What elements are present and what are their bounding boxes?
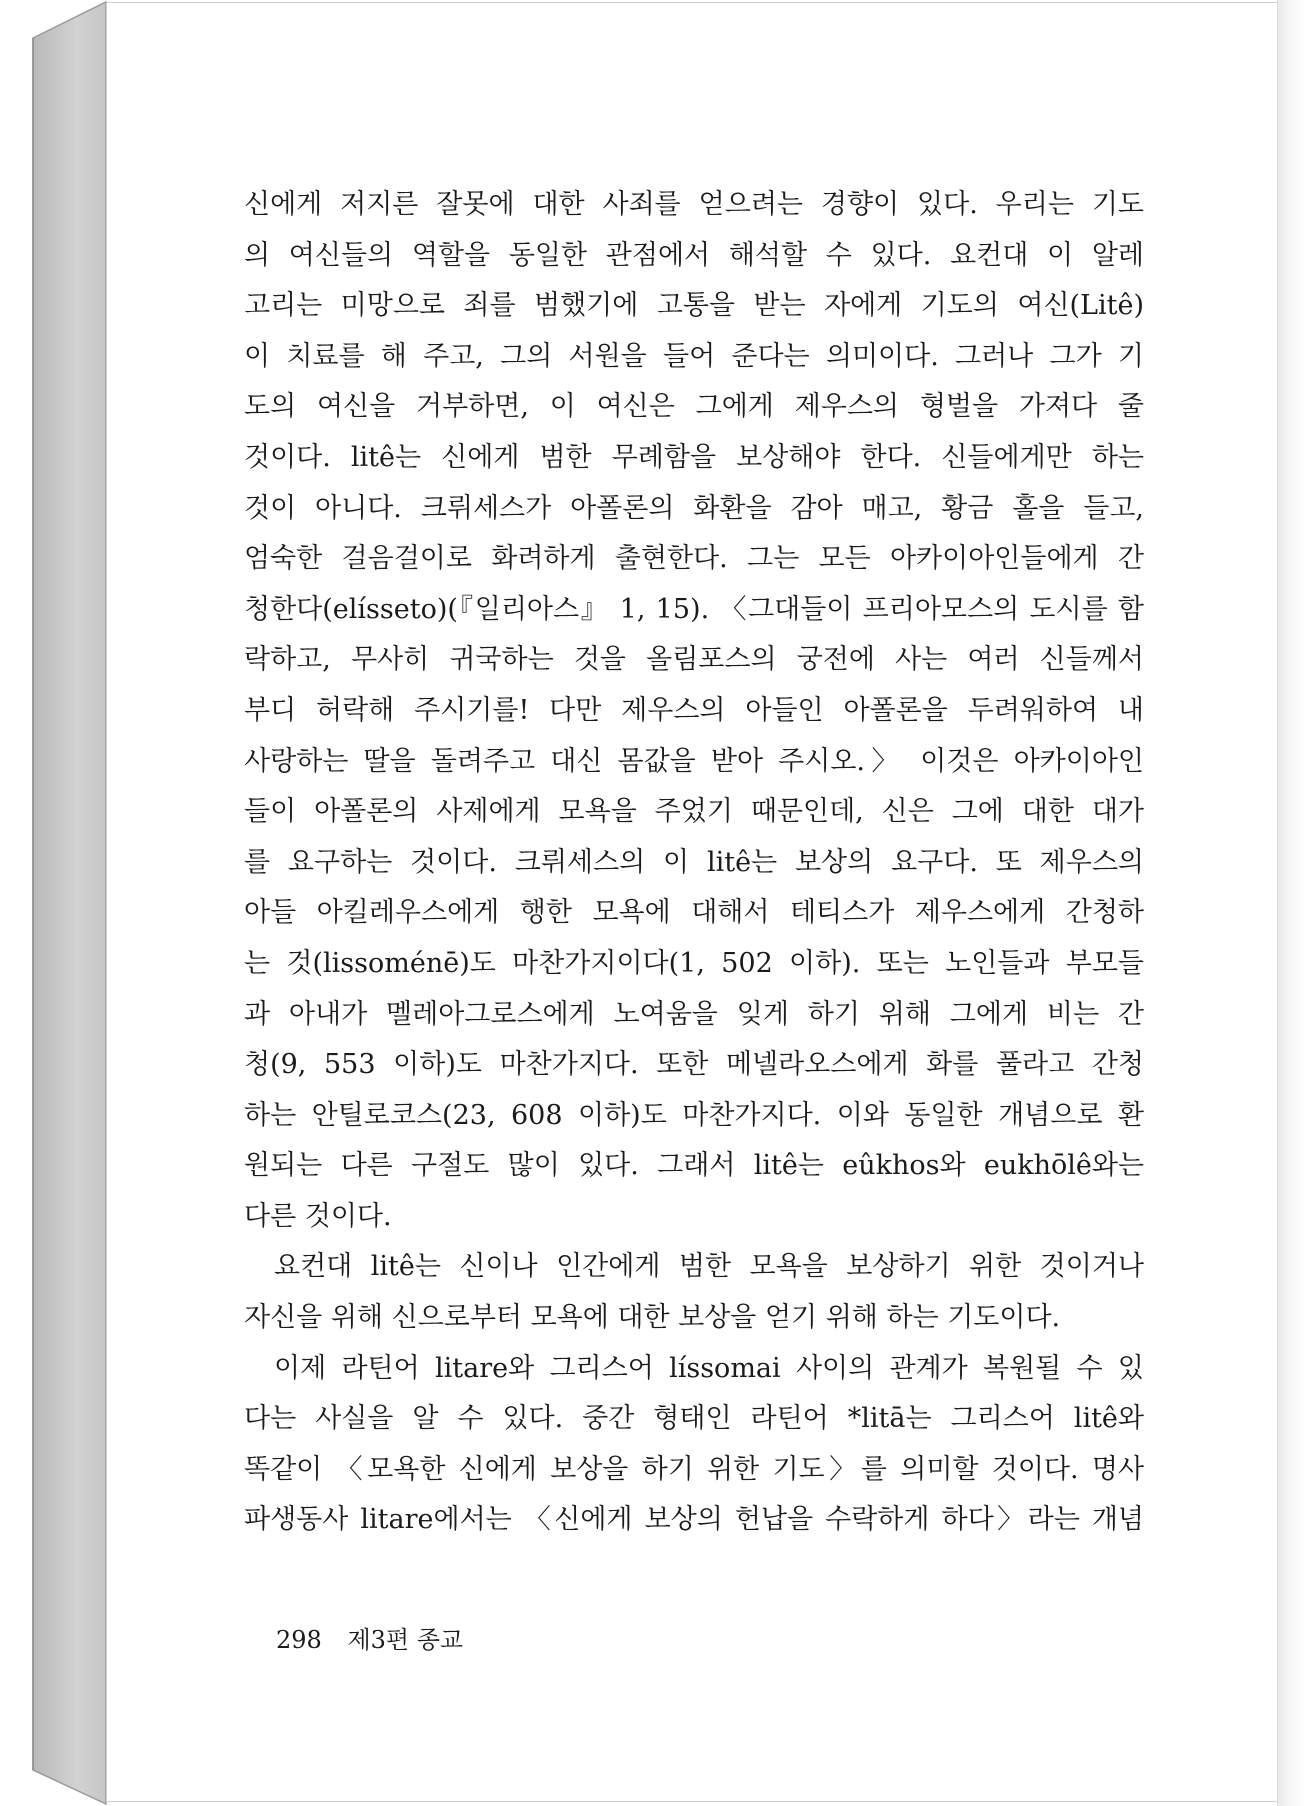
page-right-edge [1277,0,1305,1806]
page-footer [276,1620,463,1655]
text-line: 엄숙한 걸음걸이로 화려하게 출현한다. 그는 모든 아카이아인들에게 간 [244,543,1144,575]
text-line: 자신을 위해 신으로부터 모욕에 대한 보상을 얻기 위해 하는 기도이다. [244,1302,1061,1334]
text-line: 들이 아폴론의 사제에게 모욕을 주었기 때문인데, 신은 그에 대한 대가 [244,796,1144,828]
text-line: 이 치료를 해 주고, 그의 서원을 들어 준다는 의미이다. 그러나 그가 기 [244,340,1144,372]
text-line: 는 것(lissoménē)도 마찬가지이다(1, 502 이하). 또는 노인들과 부모들 [244,947,1144,979]
text-line: 를 요구하는 것이다. 크뤼세스의 이 litê는 보상의 요구다. 또 제우스의 [244,846,1144,878]
text-line: 과 아내가 멜레아그로스에게 노여움을 잊게 하기 위해 그에게 비는 간 [244,998,1144,1030]
page-number: 298 [276,1626,322,1654]
book-spine-edge [0,0,120,1806]
text-line: 이제 라틴어 litare와 그리스어 líssomai 사이의 관계가 복원될 수 있 [274,1352,1144,1384]
text-line: 의 여신들의 역할을 동일한 관점에서 해석할 수 있다. 요컨대 이 알레 [244,239,1144,271]
text-line: 부디 허락해 주시기를! 다만 제우스의 아들인 아폴론을 두려워하여 내 [244,694,1144,726]
text-line: 다른 것이다. [244,1200,392,1232]
text-line: 똑같이 〈모욕한 신에게 보상을 하기 위한 기도〉를 의미할 것이다. 명사 [244,1453,1144,1485]
text-line: 것이다. litê는 신에게 범한 무례함을 보상해야 한다. 신들에게만 하는 [244,441,1144,473]
text-line: 청한다(elísseto)(『일리아스』 1, 15). 〈그대들이 프리아모스의 도시를 함 [244,593,1144,625]
text-line: 하는 안틸로코스(23, 608 이하)도 마찬가지다. 이와 동일한 개념으로 환 [244,1099,1144,1131]
text-line: 청(9, 553 이하)도 마찬가지다. 또한 메넬라오스에게 화를 풀라고 간청 [244,1049,1144,1081]
text-line: 고리는 미망으로 죄를 범했기에 고통을 받는 자에게 기도의 여신(Litê) [244,290,1144,322]
text-line: 신에게 저지른 잘못에 대한 사죄를 얻으려는 경향이 있다. 우리는 기도 [244,189,1144,220]
text-line: 도의 여신을 거부하면, 이 여신은 그에게 제우스의 형벌을 가져다 줄 [244,391,1144,423]
text-line: 락하고, 무사히 귀국하는 것을 올림포스의 궁전에 사는 여러 신들께서 [244,644,1144,676]
text-line: 아들 아킬레우스에게 행한 모욕에 대해서 테티스가 제우스에게 간청하 [244,897,1144,929]
text-line: 사랑하는 딸을 돌려주고 대신 몸값을 받아 주시오.〉 이것은 아카이아인 [244,745,1144,777]
text-line: 것이 아니다. 크뤼세스가 아폴론의 화환을 감아 매고, 황금 홀을 들고, [244,492,1145,524]
text-line: 파생동사 litare에서는 〈신에게 보상의 헌납을 수락하게 하다〉라는 개념 [244,1504,1144,1536]
running-footer-section: 제3편 종교 [347,1626,464,1654]
body-text [244,180,1144,1546]
text-line: 원되는 다른 구절도 많이 있다. 그래서 litê는 eûkhos와 eukhōlê와는 [244,1150,1144,1182]
text-line: 요컨대 litê는 신이나 인간에게 범한 모욕을 보상하기 위한 것이거나 [274,1251,1144,1283]
text-line: 다는 사실을 알 수 있다. 중간 형태인 라틴어 *litā는 그리스어 litê와 [244,1403,1144,1435]
